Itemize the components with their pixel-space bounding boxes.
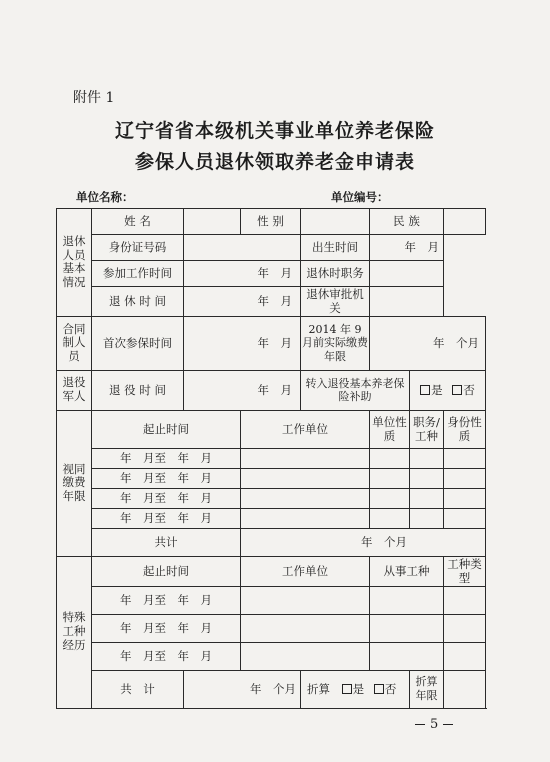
deemed-row-nature[interactable] bbox=[370, 448, 410, 468]
deemed-row-period[interactable]: 年 月至 年 月 bbox=[92, 508, 241, 528]
section-special-trades: 特殊工种经历 bbox=[57, 556, 92, 708]
form-title-line-2: 参保人员退休领取养老金申请表 bbox=[134, 151, 415, 173]
deemed-row-position[interactable] bbox=[410, 448, 444, 468]
special-row-employer[interactable] bbox=[241, 586, 370, 614]
work-start-label: 参加工作时间 bbox=[92, 261, 184, 287]
deemed-row-position[interactable] bbox=[410, 508, 444, 528]
discharge-time-field[interactable]: 年 月 bbox=[184, 370, 301, 410]
special-row-trade[interactable] bbox=[370, 586, 444, 614]
convert-no-label: 否 bbox=[384, 681, 397, 696]
convert-label: 折算 bbox=[307, 681, 330, 696]
unit-name-label: 单位名称： bbox=[76, 190, 134, 204]
deemed-row-identity[interactable] bbox=[444, 508, 486, 528]
special-row-type[interactable] bbox=[444, 614, 486, 642]
deemed-position-header: 职务/工种 bbox=[410, 410, 444, 448]
deemed-employer-header: 工作单位 bbox=[241, 410, 370, 448]
veteran-subsidy-options bbox=[410, 370, 486, 410]
deemed-row-employer[interactable] bbox=[241, 488, 370, 508]
deemed-row-employer[interactable] bbox=[241, 448, 370, 468]
deemed-period-header: 起止时间 bbox=[92, 410, 241, 448]
first-insured-label: 首次参保时间 bbox=[92, 316, 184, 370]
gender-field[interactable] bbox=[301, 209, 370, 235]
deemed-identity-header: 身份性质 bbox=[444, 410, 486, 448]
ethnicity-label: 民 族 bbox=[370, 209, 444, 235]
section-veteran: 退役军人 bbox=[57, 370, 92, 410]
convert-years-field[interactable] bbox=[444, 670, 486, 708]
discharge-time-label: 退 役 时 间 bbox=[92, 370, 184, 410]
convert-years-label: 折算年限 bbox=[410, 670, 444, 708]
page-number: 5 bbox=[410, 717, 458, 732]
approval-authority-field[interactable] bbox=[370, 287, 444, 317]
deemed-total-label: 共计 bbox=[92, 528, 241, 556]
name-field[interactable] bbox=[184, 209, 241, 235]
special-trade-header: 从事工种 bbox=[370, 556, 444, 586]
special-row-type[interactable] bbox=[444, 586, 486, 614]
deemed-row-employer[interactable] bbox=[241, 468, 370, 488]
subsidy-no-label: 否 bbox=[463, 383, 475, 398]
special-row-employer[interactable] bbox=[241, 614, 370, 642]
convert-yes-checkbox[interactable] bbox=[342, 684, 352, 694]
special-row-period[interactable]: 年 月至 年 月 bbox=[92, 642, 241, 670]
special-row-employer[interactable] bbox=[241, 642, 370, 670]
pre2014-years-field[interactable]: 年 个月 bbox=[370, 316, 486, 370]
section-deemed-years: 视同缴费年限 bbox=[57, 410, 92, 556]
birth-date-field[interactable]: 年 月 bbox=[370, 235, 444, 261]
special-type-header: 工种类型 bbox=[444, 556, 486, 586]
pre2014-years-label: 2014 年 9 月前实际缴费年限 bbox=[301, 316, 370, 370]
special-total-label: 共 计 bbox=[92, 670, 184, 708]
special-period-header: 起止时间 bbox=[92, 556, 241, 586]
section-basic-info: 退休人员基本情况 bbox=[57, 209, 92, 317]
ethnicity-field[interactable] bbox=[444, 209, 486, 235]
special-employer-header: 工作单位 bbox=[241, 556, 370, 586]
convert-yes-label: 是 bbox=[352, 681, 365, 696]
work-start-field[interactable]: 年 月 bbox=[184, 261, 301, 287]
deemed-unit-nature-header: 单位性质 bbox=[370, 410, 410, 448]
retire-position-field[interactable] bbox=[370, 261, 444, 287]
special-convert-options bbox=[301, 670, 410, 708]
attachment-label: 附件 1 bbox=[73, 90, 115, 106]
deemed-row-nature[interactable] bbox=[370, 488, 410, 508]
birth-date-label: 出生时间 bbox=[301, 235, 370, 261]
subsidy-yes-label: 是 bbox=[431, 383, 443, 398]
retire-position-label: 退休时职务 bbox=[301, 261, 370, 287]
first-insured-field[interactable]: 年 月 bbox=[184, 316, 301, 370]
convert-no-checkbox[interactable] bbox=[374, 684, 384, 694]
deemed-row-nature[interactable] bbox=[370, 468, 410, 488]
special-total-field[interactable]: 年 个月 bbox=[184, 670, 301, 708]
retire-time-field[interactable]: 年 月 bbox=[184, 287, 301, 317]
gender-label: 性 别 bbox=[241, 209, 301, 235]
unit-code-label: 单位编号： bbox=[331, 190, 389, 204]
deemed-row-nature[interactable] bbox=[370, 508, 410, 528]
deemed-row-identity[interactable] bbox=[444, 468, 486, 488]
application-form-table bbox=[56, 208, 486, 709]
subsidy-yes-checkbox[interactable] bbox=[420, 385, 430, 395]
deemed-row-identity[interactable] bbox=[444, 488, 486, 508]
deemed-row-identity[interactable] bbox=[444, 448, 486, 468]
deemed-row-position[interactable] bbox=[410, 468, 444, 488]
name-label: 姓 名 bbox=[92, 209, 184, 235]
special-row-period[interactable]: 年 月至 年 月 bbox=[92, 586, 241, 614]
special-row-trade[interactable] bbox=[370, 614, 444, 642]
subsidy-no-checkbox[interactable] bbox=[452, 385, 462, 395]
deemed-row-period[interactable]: 年 月至 年 月 bbox=[92, 468, 241, 488]
deemed-row-employer[interactable] bbox=[241, 508, 370, 528]
approval-authority-label: 退休审批机关 bbox=[301, 287, 370, 317]
section-contract: 合同制人员 bbox=[57, 316, 92, 370]
form-title-line-1: 辽宁省省本级机关事业单位养老保险 bbox=[114, 120, 435, 142]
id-number-field[interactable] bbox=[184, 235, 301, 261]
id-number-label: 身份证号码 bbox=[92, 235, 184, 261]
deemed-row-position[interactable] bbox=[410, 488, 444, 508]
veteran-subsidy-label: 转入退役基本养老保险补助 bbox=[301, 370, 410, 410]
special-row-period[interactable]: 年 月至 年 月 bbox=[92, 614, 241, 642]
special-row-trade[interactable] bbox=[370, 642, 444, 670]
deemed-row-period[interactable]: 年 月至 年 月 bbox=[92, 488, 241, 508]
special-row-type[interactable] bbox=[444, 642, 486, 670]
deemed-row-period[interactable]: 年 月至 年 月 bbox=[92, 448, 241, 468]
retire-time-label: 退 休 时 间 bbox=[92, 287, 184, 317]
deemed-total-field[interactable]: 年 个月 bbox=[241, 528, 486, 556]
